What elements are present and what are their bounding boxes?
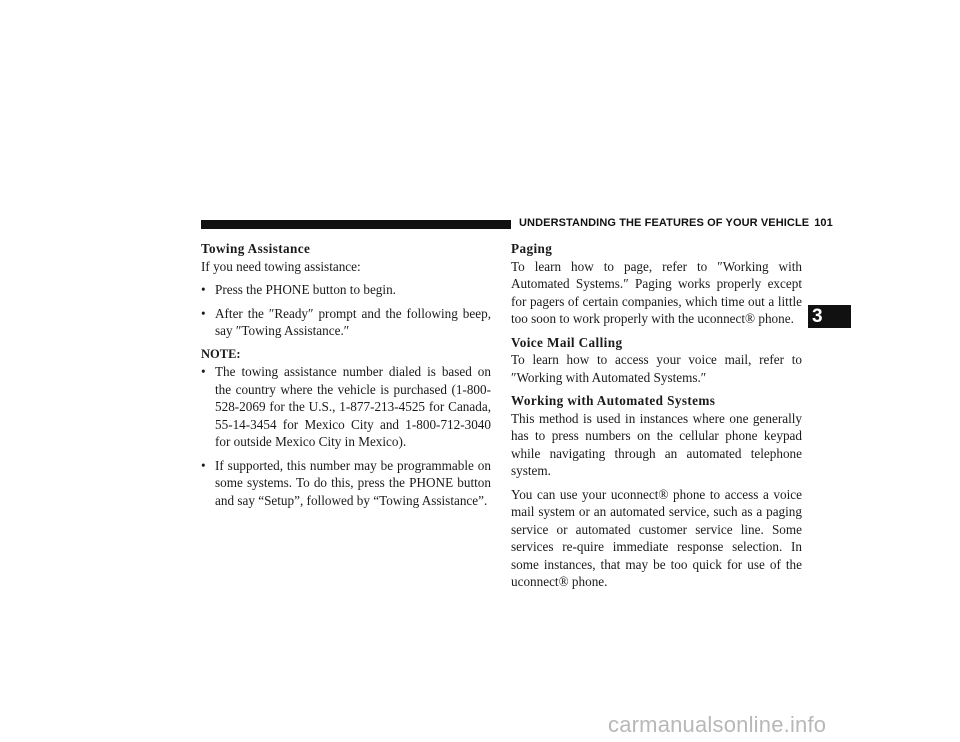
paging-heading: Paging bbox=[511, 241, 553, 256]
list-item bbox=[201, 281, 491, 299]
towing-heading: Towing Assistance bbox=[201, 241, 311, 256]
section-title: UNDERSTANDING THE FEATURES OF YOUR VEHICLE bbox=[519, 217, 810, 229]
running-header bbox=[519, 217, 833, 229]
paging-text: To learn how to page, refer to ″Working with Automated Systems.″ Paging works properly except for pagers of certain companies, which time out a little too soon to work properly with the uconnect® phone. bbox=[511, 258, 802, 326]
towing-intro: If you need towing assistance: bbox=[201, 258, 361, 274]
towing-step-1: Press the PHONE button to begin. bbox=[215, 282, 396, 297]
right-column bbox=[511, 240, 802, 591]
note-label: NOTE: bbox=[201, 346, 241, 361]
voicemail-heading: Voice Mail Calling bbox=[511, 334, 623, 350]
note-1: The towing assistance number dialed is based on the country where the vehicle is purchased (1-800-528-2069 for the U.S., 1-877-213-4525 for Canada, 55-14-3454 for Mexico City and 1-800-712-3040 for outside Mexico City in Mexico). bbox=[215, 364, 491, 449]
list-item bbox=[201, 363, 491, 451]
automated-text-2: You can use your uconnect® phone to access a voice mail system or an automated service, such as a paging service or automated customer service line. Some services re-quire immediate response selection. In some instances, that may be too quick for use of the uconnect® phone. bbox=[511, 486, 802, 589]
voicemail-text: To learn how to access your voice mail, refer to ″Working with Automated Systems.″ bbox=[511, 352, 802, 385]
header-rule bbox=[201, 220, 511, 229]
left-column bbox=[201, 240, 491, 509]
watermark: carmanualsonline.info bbox=[608, 712, 827, 737]
towing-step-2: After the ″Ready″ prompt and the following beep, say ″Towing Assistance.″ bbox=[215, 305, 491, 338]
bullet-icon: • bbox=[201, 305, 206, 321]
bullet-icon: • bbox=[201, 282, 206, 297]
bullet-icon: • bbox=[201, 457, 206, 473]
list-item bbox=[201, 457, 491, 510]
list-item bbox=[201, 305, 491, 340]
automated-text-1: This method is used in instances where one generally has to press numbers on the cellular phone keypad while navigating through an automated telephone system. bbox=[511, 410, 802, 478]
bullet-icon: • bbox=[201, 364, 206, 379]
automated-heading: Working with Automated Systems bbox=[511, 393, 716, 408]
page-number: 101 bbox=[814, 217, 833, 229]
note-2: If supported, this number may be programmable on some systems. To do this, press the PHONE button and say “Setup”, followed by “Towing Assistance”. bbox=[215, 457, 491, 508]
chapter-tab: 3 bbox=[808, 305, 851, 328]
